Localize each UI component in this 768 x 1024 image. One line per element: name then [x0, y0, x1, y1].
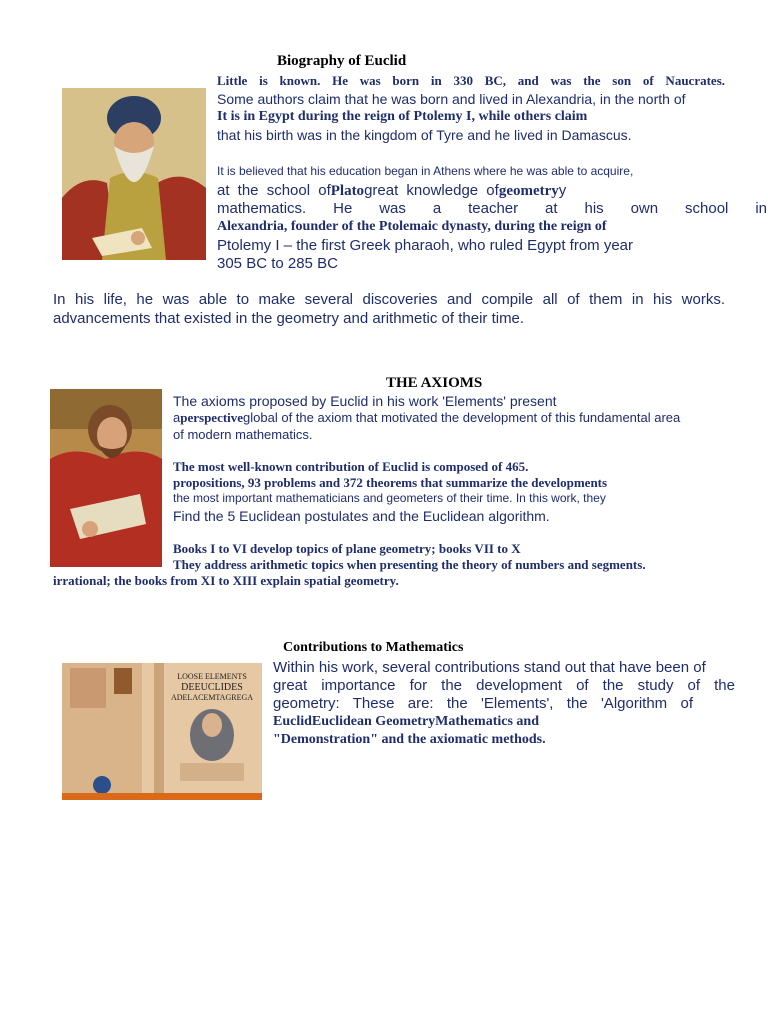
axioms-title: THE AXIOMS: [386, 375, 483, 391]
contrib-line-2: great importance for the development of the study of the: [273, 677, 735, 694]
axioms-line-10: irrational; the books from XI to XIII explain spatial geometry.: [53, 573, 399, 588]
bio-line-6-text-c: y: [558, 182, 567, 199]
bio-line-8: Alexandria, founder of the Ptolemaic dynasty, during the reign of: [217, 219, 607, 234]
bio-geometry: geometry: [498, 183, 559, 199]
bio-line-10: 305 BC to 285 BC: [217, 255, 338, 272]
bio-line-4: that his birth was in the kingdom of Tyre and he lived in Damascus.: [217, 127, 632, 143]
axioms-line-2: [173, 410, 680, 426]
contributions-title: Contributions to Mathematics: [283, 640, 464, 655]
bio-line-6-text-b: great knowledge of: [364, 182, 499, 199]
axioms-line-9: They address arithmetic topics when presenting the theory of numbers and segments.: [173, 557, 646, 572]
book-cover-line-3: ADELACEMTAGREGA: [170, 693, 254, 702]
bio-line-7: mathematics. He was a teacher at his own school in: [217, 200, 767, 217]
biography-title: Biography of Euclid: [277, 53, 407, 69]
euclid-portrait-image: [62, 88, 206, 260]
contrib-mathematics-and: Mathematics and: [435, 714, 539, 729]
axioms-line-7: Find the 5 Euclidean postulates and the Euclidean algorithm.: [173, 508, 550, 524]
bio-line-2: Some authors claim that he was born and lived in Alexandria, in the north of: [217, 91, 686, 107]
axioms-line-1: The axioms proposed by Euclid in his work 'Elements' present: [173, 393, 557, 409]
bio-line-3: It is in Egypt during the reign of Ptolemy I, while others claim: [217, 109, 588, 124]
axioms-line-2-a: a: [173, 410, 181, 425]
contrib-line-5: "Demonstration" and the axiomatic methods.: [273, 732, 546, 747]
bio-line-11: In his life, he was able to make several discoveries and compile all of them in his works.: [53, 291, 725, 308]
bio-line-9: Ptolemy I – the first Greek pharaoh, who ruled Egypt from year: [217, 237, 634, 254]
book-cover-image: [62, 663, 262, 800]
contrib-line-4: [273, 714, 539, 730]
bio-plato: Plato: [330, 183, 365, 199]
axioms-line-3: of modern mathematics.: [173, 427, 313, 442]
axioms-line-6: the most important mathematicians and geometers of their time. In this work, they: [173, 491, 606, 505]
book-cover-line-2: DEEUCLIDES: [181, 682, 243, 693]
book-cover-line-1: LOOSE ELEMENTS: [177, 672, 247, 681]
bio-line-12: advancements that existed in the geometry and arithmetic of their time.: [53, 310, 525, 327]
axioms-perspective: perspective: [180, 410, 244, 425]
axioms-line-4: The most well-known contribution of Euclid is composed of 465.: [173, 459, 529, 474]
bio-line-5: It is believed that his education began in Athens where he was able to acquire,: [217, 164, 634, 178]
contrib-euclidean-geometry: Euclidean Geometry: [311, 714, 436, 729]
bio-line-1: Little is known. He was born in 330 BC, and was the son of Naucrates.: [217, 73, 725, 88]
contrib-line-1: Within his work, several contributions stand out that have been of: [273, 659, 706, 676]
bio-line-6: [217, 182, 566, 200]
euclid-painting-image: [50, 389, 162, 567]
contrib-line-3: geometry: These are: the 'Elements', the 'Algorithm of: [273, 695, 693, 712]
axioms-line-8: Books I to VI develop topics of plane geometry; books VII to X: [173, 541, 521, 556]
axioms-line-2-c: global of the axiom that motivated the development of this fundamental area: [243, 410, 681, 425]
contrib-euclid: Euclid: [273, 714, 312, 729]
bio-line-6-text-a: at the school of: [217, 182, 331, 199]
axioms-line-5: propositions, 93 problems and 372 theorems that summarize the developments: [173, 475, 608, 490]
